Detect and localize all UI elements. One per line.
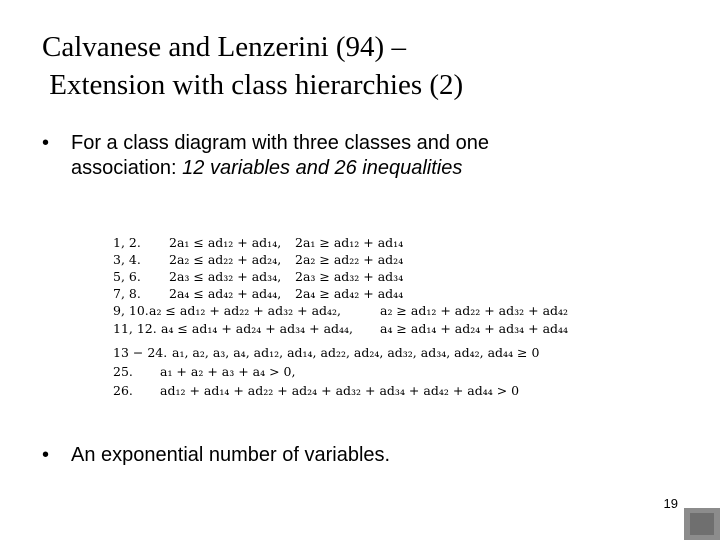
- inequality-label: 3, 4.: [113, 252, 141, 267]
- inequality-right: a₂ ≥ ad₁₂ + ad₂₂ + ad₃₂ + ad₄₂: [380, 303, 569, 318]
- inequality-left: 2a₃ ≤ ad₃₂ + ad₃₄,: [169, 269, 282, 284]
- inequality-right: 2a₁ ≥ ad₁₂ + ad₁₄: [295, 235, 404, 250]
- inequality-label: 1, 2.: [113, 235, 141, 250]
- inequality-left: 2a₄ ≤ ad₄₂ + ad₄₄,: [169, 286, 282, 301]
- bullet-1-line-2-plain: association:: [71, 157, 183, 179]
- bullet-dot: •: [42, 132, 50, 154]
- inequality-right: 2a₃ ≥ ad₃₂ + ad₃₄: [295, 269, 404, 284]
- slide-title-line-2: Extension with class hierarchies (2): [42, 69, 464, 101]
- bullet-dot: •: [42, 444, 50, 466]
- bullet-text-1: [71, 131, 489, 181]
- bullet-1-line-1: For a class diagram with three classes and one: [71, 132, 489, 154]
- slide-title-line-1: Calvanese and Lenzerini (94) –: [42, 31, 406, 63]
- inequality-left: a₄ ≤ ad₁₄ + ad₂₄ + ad₃₄ + ad₄₄,: [161, 321, 354, 336]
- inequality-right: 2a₄ ≥ ad₄₂ + ad₄₄: [295, 286, 404, 301]
- page-number: 19: [663, 496, 678, 511]
- inequality-left: 2a₂ ≤ ad₂₂ + ad₂₄,: [169, 252, 282, 267]
- inequality-label: 5, 6.: [113, 269, 141, 284]
- inequality-right: a₄ ≥ ad₁₄ + ad₂₄ + ad₃₄ + ad₄₄: [380, 321, 569, 336]
- bullet-1-line-2-italic: 12 variables and 26 inequalities: [182, 157, 463, 179]
- slide-title: [42, 28, 682, 104]
- inequality-label: 9, 10.: [113, 303, 149, 318]
- bullet-text-2: An exponential number of variables.: [71, 444, 391, 466]
- inequality-label: 11, 12.: [113, 321, 157, 336]
- corner-square: [690, 513, 714, 535]
- inequality-label: 7, 8.: [113, 286, 141, 301]
- inequality-left: ad₁₂ + ad₁₄ + ad₂₂ + ad₂₄ + ad₃₂ + ad₃₄ + ad₄₂ + ad₄₄ > 0: [160, 383, 520, 398]
- slide-corner-decoration: [684, 508, 720, 540]
- inequality-left: a₁ + a₂ + a₃ + a₄ > 0,: [160, 364, 296, 379]
- inequality-label: 25.: [113, 364, 133, 379]
- inequality-right: 2a₂ ≥ ad₂₂ + ad₂₄: [295, 252, 404, 267]
- inequality-label: 13 − 24.: [113, 345, 168, 360]
- inequality-left: 2a₁ ≤ ad₁₂ + ad₁₄,: [169, 235, 282, 250]
- inequality-left: a₁, a₂, a₃, a₄, ad₁₂, ad₁₄, ad₂₂, ad₂₄, ad₃₂, ad₃₄, ad₄₂, ad₄₄ ≥ 0: [172, 345, 540, 360]
- inequality-label: 26.: [113, 383, 133, 398]
- inequality-left: a₂ ≤ ad₁₂ + ad₂₂ + ad₃₂ + ad₄₂,: [149, 303, 342, 318]
